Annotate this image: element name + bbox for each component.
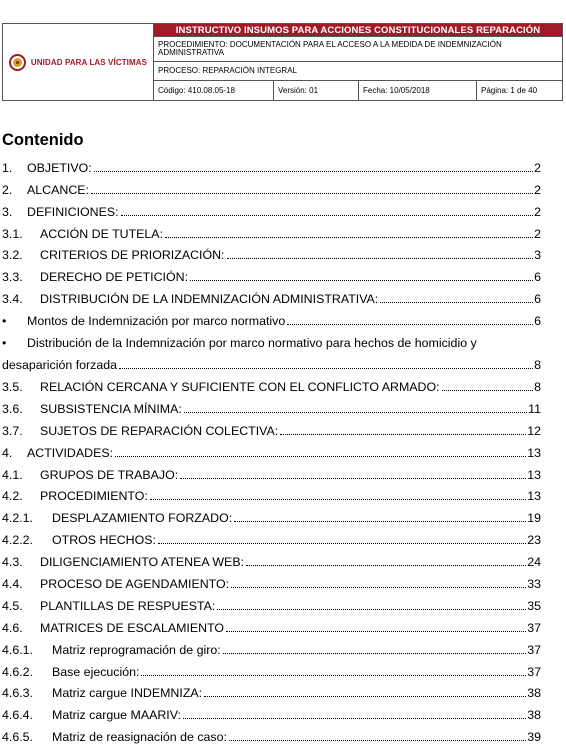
page-counter: Página: 1 de 40 — [481, 86, 538, 95]
toc-entry[interactable] — [2, 175, 541, 197]
toc-entry-label: Distribución de la Indemnización por marco normativo para hechos de homicidio y — [27, 336, 477, 351]
toc-entry-label: ACCIÓN DE TUTELA: — [40, 226, 164, 241]
toc-entry[interactable] — [2, 591, 541, 613]
toc-entry-label: RELACIÓN CERCANA Y SUFICIENTE CON EL CONFLICTO ARMADO: — [40, 380, 440, 395]
toc-entry[interactable] — [2, 547, 541, 569]
toc-entry-number: 4.1. — [2, 467, 23, 482]
toc-entry-label: Matriz cargue INDEMNIZA: — [52, 686, 203, 701]
toc-entry[interactable] — [2, 153, 541, 175]
toc-dot-leader — [234, 521, 526, 522]
toc-entry-label: DESPLAZAMIENTO FORZADO: — [52, 511, 233, 526]
toc-entry[interactable] — [2, 372, 541, 394]
toc-dot-leader — [380, 302, 533, 303]
toc-entry-number: 4.6. — [2, 620, 23, 635]
toc-entry-label: DILIGENCIAMIENTO ATENEA WEB: — [40, 555, 245, 570]
toc-entry-label: OBJETIVO: — [27, 160, 92, 175]
toc-entry-number: 3.2. — [2, 248, 23, 263]
header-info — [154, 24, 562, 100]
document-code: Código: 410.08.05-18 — [154, 81, 274, 100]
toc-dot-leader — [223, 653, 526, 654]
toc-entry[interactable] — [2, 460, 541, 482]
toc-entry-label: GRUPOS DE TRABAJO: — [40, 467, 179, 482]
toc-entry-page: 11 — [528, 401, 541, 416]
toc-entry-number: 1. — [2, 160, 13, 175]
toc-entry[interactable] — [2, 219, 541, 241]
toc-entry[interactable] — [2, 306, 541, 328]
toc-entry[interactable] — [2, 679, 541, 701]
toc-dot-leader — [280, 434, 526, 435]
toc-entry-page: 13 — [527, 489, 541, 504]
toc-entry-label: DEFINICIONES: — [27, 204, 119, 219]
process-label: PROCESO: REPARACIÓN INTEGRAL — [154, 62, 562, 81]
toc-entry-label: DERECHO DE PETICIÓN: — [40, 270, 189, 285]
toc-heading: Contenido — [2, 131, 84, 149]
toc-entry[interactable] — [2, 525, 541, 547]
toc-entry-number: 3. — [2, 204, 13, 219]
toc-entry[interactable] — [2, 613, 541, 635]
toc-entry-label: SUJETOS DE REPARACIÓN COLECTIVA: — [40, 423, 279, 438]
toc-entry[interactable] — [2, 284, 541, 306]
toc-entry-label: PROCESO DE AGENDAMIENTO: — [40, 577, 230, 592]
toc-entry-page: 39 — [527, 730, 541, 744]
toc-dot-leader — [190, 280, 533, 281]
toc-entry-page: 8 — [534, 358, 541, 373]
toc-dot-leader — [184, 412, 527, 413]
toc-entry-label: MATRICES DE ESCALAMIENTO — [40, 620, 225, 635]
toc-entry-page: 23 — [527, 533, 541, 548]
toc-dot-leader — [141, 675, 526, 676]
toc-entry-label: ALCANCE: — [27, 182, 89, 197]
toc-entry-page: 19 — [527, 511, 541, 526]
toc-entry-label-continued: desaparición forzada — [2, 358, 118, 373]
toc-entry-label: OTROS HECHOS: — [52, 533, 156, 548]
toc-entry-label: Matriz reprogramación de giro: — [52, 642, 221, 657]
toc-entry[interactable] — [2, 503, 541, 525]
toc-entry-page: 3 — [534, 248, 541, 263]
toc-entry-page: 13 — [527, 467, 541, 482]
toc-dot-leader — [150, 499, 526, 500]
toc-entry[interactable] — [2, 722, 541, 744]
toc-dot-leader — [217, 609, 526, 610]
toc-entry-page: 37 — [527, 620, 541, 635]
toc-entry[interactable] — [2, 394, 541, 416]
toc-entry-label: DISTRIBUCIÓN DE LA INDEMNIZACIÓN ADMINISTRATIVA: — [40, 292, 379, 307]
toc-entry-label: Montos de Indemnización por marco normativo — [27, 314, 286, 329]
toc-entry-bullet: • — [2, 336, 7, 351]
toc-entry-page: 24 — [527, 555, 541, 570]
toc-entry-number: 3.5. — [2, 380, 23, 395]
toc-dot-leader — [165, 237, 533, 238]
document-title: INSTRUCTIVO INSUMOS PARA ACCIONES CONSTITUCIONALES REPARACIÓN — [154, 24, 562, 37]
toc-entry-number: 4.3. — [2, 555, 23, 570]
toc-dot-leader — [227, 258, 534, 259]
toc-entry[interactable] — [2, 241, 541, 263]
toc-entry-number: 4.6.3. — [2, 686, 34, 701]
toc-dot-leader — [287, 324, 533, 325]
toc-entry[interactable] — [2, 657, 541, 679]
toc-entry-number: 3.7. — [2, 423, 23, 438]
header-meta-row — [154, 81, 562, 100]
table-of-contents — [2, 153, 541, 744]
toc-entry[interactable] — [2, 635, 541, 657]
toc-dot-leader — [183, 718, 526, 719]
toc-entry-number: 4.6.4. — [2, 708, 34, 723]
toc-dot-leader — [226, 631, 526, 632]
toc-entry[interactable] — [2, 197, 541, 219]
toc-entry-page: 38 — [527, 686, 541, 701]
toc-entry-number: 3.6. — [2, 401, 23, 416]
toc-entry-page: 12 — [527, 423, 541, 438]
toc-entry-label: ACTIVIDADES: — [27, 445, 114, 460]
toc-dot-leader — [231, 587, 526, 588]
coat-of-arms-icon — [9, 54, 26, 71]
toc-entry-page: 2 — [534, 182, 541, 197]
toc-entry-page: 6 — [534, 292, 541, 307]
toc-dot-leader — [115, 456, 526, 457]
toc-entry-label: PLANTILLAS DE RESPUESTA: — [40, 598, 216, 613]
toc-entry-number: 4. — [2, 445, 13, 460]
toc-entry[interactable] — [2, 700, 541, 722]
toc-entry-number: 3.1. — [2, 226, 23, 241]
toc-entry-label: Matriz cargue MAARIV: — [52, 708, 181, 723]
toc-entry-page: 33 — [527, 577, 541, 592]
toc-entry-number: 4.4. — [2, 577, 23, 592]
toc-entry[interactable] — [2, 482, 541, 504]
toc-dot-leader — [121, 215, 534, 216]
logo-text: UNIDAD PARA LAS VÍCTIMAS — [30, 57, 148, 67]
procedure-label: PROCEDIMIENTO: DOCUMENTACIÓN PARA EL ACCESO A LA MEDIDA DE INDEMNIZACIÓN ADMINISTRATIVA — [154, 37, 562, 62]
toc-entry-page: 8 — [534, 380, 541, 395]
toc-dot-leader — [91, 193, 533, 194]
toc-dot-leader — [94, 171, 533, 172]
toc-entry-page: 2 — [534, 160, 541, 175]
toc-entry-label: PROCEDIMIENTO: — [40, 489, 148, 504]
toc-entry-page: 6 — [534, 270, 541, 285]
toc-entry-number: 4.2.1. — [2, 511, 34, 526]
toc-entry-number: 4.6.5. — [2, 730, 34, 744]
toc-entry-label: Matriz de reasignación de caso: — [52, 730, 227, 744]
toc-dot-leader — [246, 565, 526, 566]
toc-entry[interactable] — [2, 416, 541, 438]
toc-entry-label: CRITERIOS DE PRIORIZACIÓN: — [40, 248, 225, 263]
toc-entry[interactable] — [2, 262, 541, 284]
toc-entry-page: 2 — [534, 204, 541, 219]
toc-entry-number: 4.6.1. — [2, 642, 34, 657]
toc-dot-leader — [158, 543, 526, 544]
toc-entry-page: 6 — [534, 314, 541, 329]
toc-entry-label: SUBSISTENCIA MÍNIMA: — [40, 401, 182, 416]
toc-entry-line — [2, 350, 541, 372]
toc-entry-number: 4.6.2. — [2, 664, 34, 679]
toc-entry[interactable] — [2, 438, 541, 460]
toc-dot-leader — [442, 390, 534, 391]
toc-entry-page: 35 — [527, 598, 541, 613]
toc-entry-page: 37 — [527, 664, 541, 679]
toc-entry-number: 3.4. — [2, 292, 23, 307]
toc-dot-leader — [204, 696, 526, 697]
toc-dot-leader — [119, 368, 533, 369]
toc-entry[interactable] — [2, 569, 541, 591]
toc-entry-page: 2 — [534, 226, 541, 241]
document-date: Fecha: 10/05/2018 — [359, 81, 477, 100]
toc-entry-bullet: • — [2, 314, 7, 329]
document-version: Versión: 01 — [274, 81, 359, 100]
toc-entry-number: 2. — [2, 182, 13, 197]
document-header — [2, 23, 563, 101]
toc-dot-leader — [180, 478, 526, 479]
toc-entry-page: 38 — [527, 708, 541, 723]
toc-entry-number: 4.2.2. — [2, 533, 34, 548]
toc-entry-line — [2, 328, 541, 350]
toc-entry[interactable] — [2, 328, 541, 372]
toc-entry-page: 13 — [527, 445, 541, 460]
toc-entry-number: 4.5. — [2, 598, 23, 613]
toc-entry-number: 3.3. — [2, 270, 23, 285]
logo — [3, 24, 154, 100]
toc-entry-number: 4.2. — [2, 489, 23, 504]
toc-entry-label: Base ejecución: — [52, 664, 140, 679]
toc-dot-leader — [229, 740, 526, 741]
toc-entry-page: 37 — [527, 642, 541, 657]
